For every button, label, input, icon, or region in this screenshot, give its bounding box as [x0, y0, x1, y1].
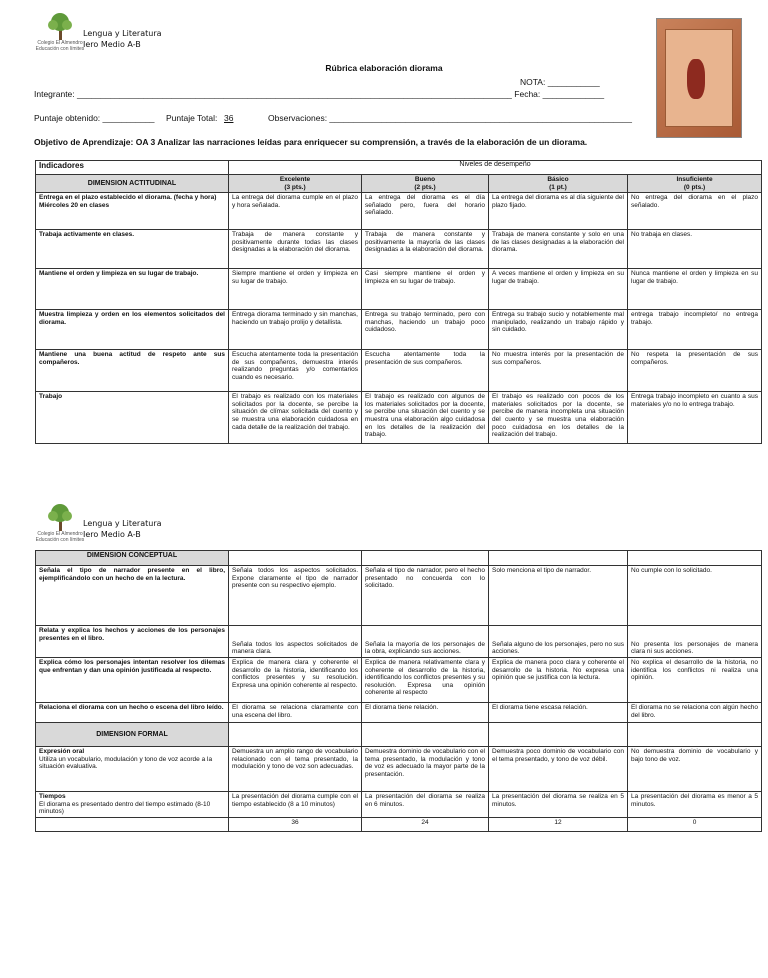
- nota-field: NOTA: ___________: [520, 77, 600, 87]
- integrante-field: Integrante: ____________________________________________________________________________________________ Fecha: _____________: [34, 89, 605, 99]
- rubric-cell: El trabajo es realizado con algunos de los materiales solicitados por la docente, se percibe una situación del cuento y se muestra una elaboración algo cuidadosa en los detalles de la realización del trabajo.: [362, 392, 489, 444]
- empty-cell: [229, 723, 362, 747]
- rubric-cell: Trabaja de manera constante y positivamente la mayoría de las clases designadas a la elaboración del diorama.: [362, 230, 489, 269]
- total-excelente: 36: [229, 818, 362, 832]
- indicator-cell: Mantiene una buena actitud de respeto ante sus compañeros.: [36, 350, 229, 392]
- empty-cell: [362, 551, 489, 566]
- rubric-cell: No entrega del diorama en el plazo señalado.: [628, 193, 762, 230]
- rubric-cell: La entrega del diorama es el día señalado pero, fuera del horario señalado.: [362, 193, 489, 230]
- level-excelente: Excelente (3 pts.): [229, 175, 362, 193]
- rubric-cell: Trabaja de manera constante y positivamente durante todas las clases designadas a la elaboración del diorama.: [229, 230, 362, 269]
- rubric-cell: Señala alguno de los personajes, pero no sus acciones.: [489, 626, 628, 658]
- rubric-cell: Entrega su trabajo terminado, pero con manchas, haciendo un trabajo poco cuidadoso.: [362, 310, 489, 350]
- rubric-cell: Escucha atentamente toda la presentación de sus compañeros.: [362, 350, 489, 392]
- rubric-cell: La presentación del diorama cumple con el tiempo establecido (8 a 10 minutos): [229, 792, 362, 818]
- indicator-text: Expresión oral: [39, 748, 85, 755]
- dim-actitudinal-header: DIMENSION ACTITUDINAL: [36, 175, 229, 193]
- indicator-cell: [36, 193, 229, 230]
- indicator-cell: Señala el tipo de narrador presente en el libro, ejemplificándolo con un hecho de en la lectura.: [36, 566, 229, 626]
- rubric-cell: La entrega del diorama cumple en el plazo y hora señalada.: [229, 193, 362, 230]
- empty-cell: [628, 723, 762, 747]
- level-basico: Básico (1 pt.): [489, 175, 628, 193]
- level-bueno: Bueno (2 pts.): [362, 175, 489, 193]
- rubric-cell: El diorama no se relaciona con algún hecho del libro.: [628, 703, 762, 723]
- dim-conceptual-header: DIMENSION CONCEPTUAL: [36, 551, 229, 566]
- rubric-table-actitudinal: [35, 160, 762, 444]
- rubric-cell: Señala todos los aspectos solicitados de manera clara.: [229, 626, 362, 658]
- indicator-cell: Trabaja activamente en clases.: [36, 230, 229, 269]
- course-label: Iero Medio A-B: [83, 530, 141, 539]
- rubric-cell: Señala la mayoría de los personajes de la obra, explicando sus acciones.: [362, 626, 489, 658]
- school-logo-tagline: Educación con límites: [35, 537, 85, 543]
- rubric-cell: El diorama se relaciona claramente con una escena del libro.: [229, 703, 362, 723]
- rubric-cell: Demuestra dominio de vocabulario con el tema presentado, la modulación y tono de voz es adecuado la mayor parte de la presentación.: [362, 747, 489, 792]
- indicator-text: Tiempos: [39, 793, 66, 800]
- rubric-cell: La presentación del diorama se realiza en 6 minutos.: [362, 792, 489, 818]
- learning-objective: Objetivo de Aprendizaje: OA 3 Analizar las narraciones leídas para enriquecer su comprensión, a través de la elaboración de un diorama.: [34, 137, 588, 147]
- total-basico: 12: [489, 818, 628, 832]
- subject-label: Lengua y Literatura: [83, 29, 162, 38]
- empty-cell: [362, 723, 489, 747]
- school-logo-name: Colegio El Almendro: [37, 40, 83, 46]
- indicator-cell: Relaciona el diorama con un hecho o escena del libro leído.: [36, 703, 229, 723]
- empty-cell: [36, 818, 229, 832]
- rubric-cell: Casi siempre mantiene el orden y limpieza en su lugar de trabajo.: [362, 269, 489, 310]
- rubric-cell: Demuestra un amplio rango de vocabulario relacionado con el tema presentado, la modulación y tono de voz son adecuadas.: [229, 747, 362, 792]
- indicator-subtext: Utiliza un vocabulario, modulación y tono de voz acorde a la situación evaluativa.: [39, 755, 213, 771]
- school-logo-name: Colegio El Almendro: [37, 531, 83, 537]
- rubric-cell: Solo menciona el tipo de narrador.: [489, 566, 628, 626]
- indicator-subtext: Miércoles 20 en clases: [39, 201, 110, 209]
- indicator-cell: Trabajo: [36, 392, 229, 444]
- indicator-text: Entrega en el plazo establecido el diorama. (fecha y hora): [39, 194, 217, 202]
- rubric-cell: La presentación del diorama se realiza en 5 minutos.: [489, 792, 628, 818]
- course-label: Iero Medio A-B: [83, 40, 141, 49]
- rubric-cell: Explica de manera relativamente clara y coherente el desarrollo de la historia, identificando los conflictos presentes y su resolución. Expresa una opinión coherente al respecto: [362, 658, 489, 703]
- rubric-cell: Señala todos los aspectos solicitados. Expone claramente el tipo de narrador presente con su respectivo ejemplo.: [229, 566, 362, 626]
- total-bueno: 24: [362, 818, 489, 832]
- rubric-cell: No demuestra dominio de vocabulario y bajo tono de voz.: [628, 747, 762, 792]
- rubric-cell: Trabaja de manera constante y solo en una de las clases designadas a la elaboración del diorama.: [489, 230, 628, 269]
- empty-cell: [489, 723, 628, 747]
- rubric-table-conceptual-formal: [35, 550, 762, 832]
- empty-cell: [229, 551, 362, 566]
- rubric-cell: Siempre mantiene el orden y limpieza en su lugar de trabajo.: [229, 269, 362, 310]
- indicator-cell: Mantiene el orden y limpieza en su lugar de trabajo.: [36, 269, 229, 310]
- rubric-cell: A veces mantiene el orden y limpieza en su lugar de trabajo.: [489, 269, 628, 310]
- rubric-cell: Señala el tipo de narrador, pero el hecho presentado no concuerda con lo solicitado.: [362, 566, 489, 626]
- rubric-cell: Nunca mantiene el orden y limpieza en su lugar de trabajo.: [628, 269, 762, 310]
- rubric-cell: El trabajo es realizado con los materiales solicitados por la docente, se percibe la situación de clímax solicitada del cuento y se muestra una elaboración cuidadosa en cada detalle de la realización del trabajo.: [229, 392, 362, 444]
- niveles-header: Niveles de desempeño: [229, 161, 762, 175]
- rubric-cell: entrega trabajo incompleto/ no entrega trabajo.: [628, 310, 762, 350]
- rubric-cell: El diorama tiene relación.: [362, 703, 489, 723]
- indicator-cell: Relata y explica los hechos y acciones de los personajes presentes en el libro.: [36, 626, 229, 658]
- rubric-cell: No muestra interés por la presentación de sus compañeros.: [489, 350, 628, 392]
- rubric-cell: El diorama tiene escasa relación.: [489, 703, 628, 723]
- page-title: Rúbrica elaboración diorama: [325, 63, 443, 73]
- rubric-cell: No cumple con lo solicitado.: [628, 566, 762, 626]
- rubric-cell: La presentación del diorama es menor a 5 minutos.: [628, 792, 762, 818]
- rubric-cell: El trabajo es realizado con pocos de los materiales solicitados por la docente, se percibe de manera incompleta una situación del cuento y se muestra una elaboración poco cuidadosa en los detalles de la realización del trabajo.: [489, 392, 628, 444]
- subject-label: Lengua y Literatura: [83, 519, 162, 528]
- rubric-cell: Entrega trabajo incompleto en cuanto a sus materiales y/o no lo entrega trabajo.: [628, 392, 762, 444]
- rubric-cell: Entrega su trabajo sucio y notablemente mal manipulado, realizando un trabajo rápido y sin cuidado.: [489, 310, 628, 350]
- rubric-cell: Entrega diorama terminado y sin manchas, haciendo un trabajo prolijo y detallista.: [229, 310, 362, 350]
- empty-cell: [628, 551, 762, 566]
- rubric-cell: Escucha atentamente toda la presentación de sus compañeros, demuestra interés realizando preguntas y/o comentarios cuando es necesario.: [229, 350, 362, 392]
- diorama-photo: [656, 18, 742, 138]
- puntaje-total-value: 36: [224, 113, 234, 123]
- indicator-cell: Explica cómo los personajes intentan resolver los dilemas que enfrentan y dan una opinión justificada al respecto.: [36, 658, 229, 703]
- rubric-cell: No trabaja en clases.: [628, 230, 762, 269]
- indicator-cell: [36, 792, 229, 818]
- level-insuficiente: Insuficiente (0 pts.): [628, 175, 762, 193]
- rubric-cell: No respeta la presentación de sus compañeros.: [628, 350, 762, 392]
- rubric-cell: No explica el desarrollo de la historia, no identifica los conflictos ni realiza una opinión.: [628, 658, 762, 703]
- indicator-cell: Muestra limpieza y orden en los elementos solicitados del diorama.: [36, 310, 229, 350]
- indicator-subtext: El diorama es presentado dentro del tiempo estimado (8-10 minutos): [39, 800, 211, 816]
- observaciones-field: Observaciones: ________________________________________________________________: [268, 113, 632, 123]
- indicator-cell: [36, 747, 229, 792]
- empty-cell: [489, 551, 628, 566]
- rubric-cell: Explica de manera clara y coherente el desarrollo de la historia, identificando los conflictos presentes y su resolución. Expresa una opinión coherente al respecto.: [229, 658, 362, 703]
- dim-formal-header: DIMENSION FORMAL: [36, 723, 229, 747]
- rubric-cell: Explica de manera poco clara y coherente el desarrollo de la historia. No expresa una opinión que se justifica con la lectura.: [489, 658, 628, 703]
- rubric-cell: No presenta los personajes de manera clara ni sus acciones.: [628, 626, 762, 658]
- puntaje-total-label: Puntaje Total:: [166, 113, 218, 123]
- puntaje-obtenido-field: Puntaje obtenido: ___________: [34, 113, 155, 123]
- total-insuficiente: 0: [628, 818, 762, 832]
- indicadores-header: Indicadores: [36, 161, 229, 175]
- school-logo-tagline: Educación con límites: [35, 46, 85, 52]
- rubric-cell: La entrega del diorama es al día siguiente del plazo fijado.: [489, 193, 628, 230]
- rubric-cell: Demuestra poco dominio de vocabulario con el tema presentado, y tono de voz débil.: [489, 747, 628, 792]
